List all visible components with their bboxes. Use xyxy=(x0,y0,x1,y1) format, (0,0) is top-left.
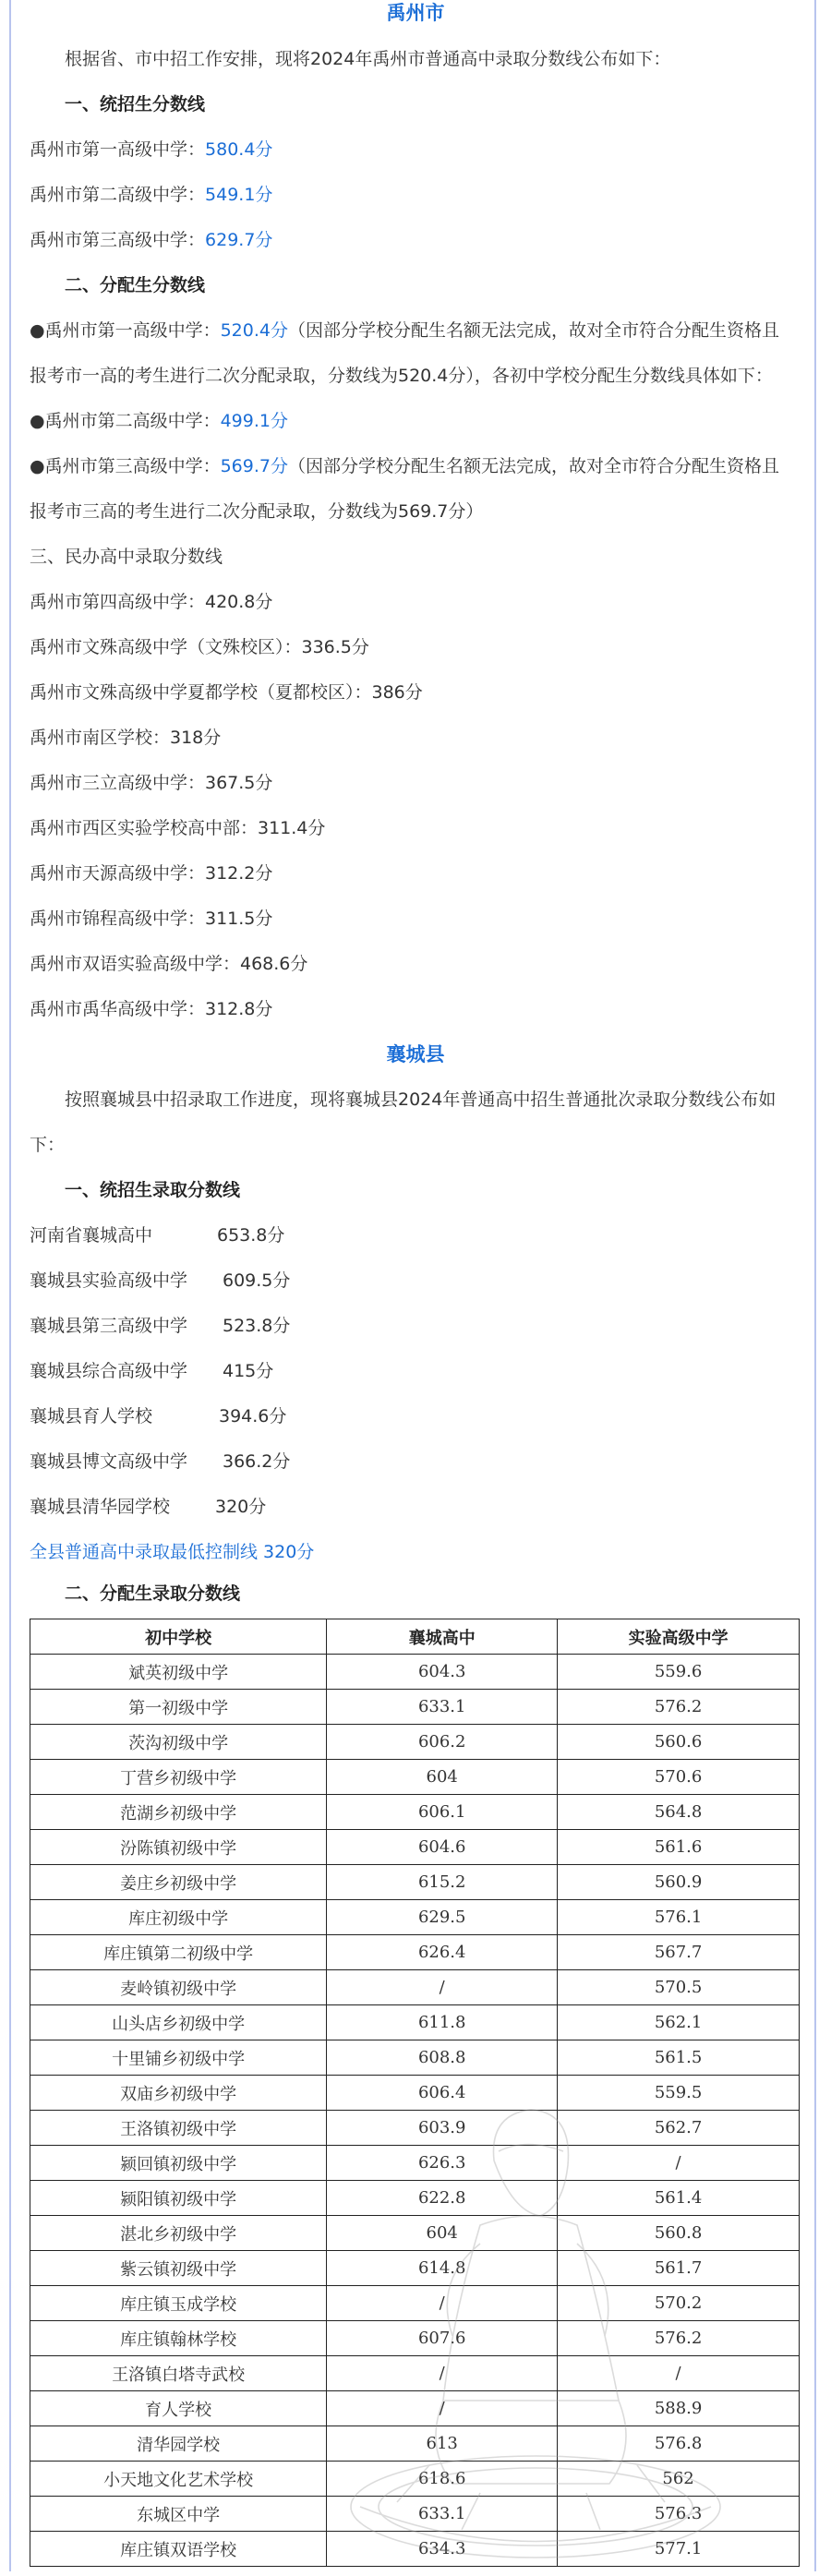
cell-experimental-high: 561.6 xyxy=(558,1830,800,1865)
cell-school: 双庙乡初级中学 xyxy=(30,2076,327,2111)
cell-school: 丁营乡初级中学 xyxy=(30,1760,327,1795)
school-name: ●禹州市第一高级中学： xyxy=(30,320,221,341)
heading-unified-yuzhou: 一、统招生分数线 xyxy=(65,94,206,114)
score: 580.4分 xyxy=(205,139,273,160)
private-row: 禹州市西区实验学校高中部：311.4分 xyxy=(30,818,326,838)
cell-school: 汾陈镇初级中学 xyxy=(30,1830,327,1865)
score: 499.1分 xyxy=(220,411,288,431)
cell-school: 紫云镇初级中学 xyxy=(30,2251,327,2286)
cell-school: 育人学校 xyxy=(30,2391,327,2426)
score: 653.8分 xyxy=(217,1225,285,1246)
cell-experimental-high: 560.9 xyxy=(558,1865,800,1900)
score: 366.2分 xyxy=(223,1451,291,1472)
cell-school: 小天地文化艺术学校 xyxy=(30,2462,327,2497)
cell-xiangcheng-high: 618.6 xyxy=(327,2462,558,2497)
cell-experimental-high: 567.7 xyxy=(558,1935,800,1970)
unified-row xyxy=(30,136,272,163)
cell-school: 库庄镇第二初级中学 xyxy=(30,1935,327,1970)
school-name: ●禹州市第二高级中学： xyxy=(30,411,221,431)
cell-experimental-high: / xyxy=(558,2356,800,2391)
score: 549.1分 xyxy=(205,185,273,205)
table-row xyxy=(30,1795,800,1830)
cell-xiangcheng-high: 607.6 xyxy=(327,2321,558,2356)
cell-xiangcheng-high: 634.3 xyxy=(327,2532,558,2567)
intro-yuzhou: 根据省、市中招工作安排，现将2024年禹州市普通高中录取分数线公布如下： xyxy=(65,49,671,69)
cell-school: 清华园学校 xyxy=(30,2426,327,2462)
table-row xyxy=(30,1725,800,1760)
cell-xiangcheng-high: 615.2 xyxy=(327,1865,558,1900)
note: （因部分学校分配生名额无法完成，故对全市符合分配生资格且 xyxy=(288,320,780,341)
cell-experimental-high: 560.6 xyxy=(558,1725,800,1760)
school-name: ●禹州市第三高级中学： xyxy=(30,456,221,476)
alloc-row xyxy=(30,317,779,344)
table-row xyxy=(30,2426,800,2462)
heading-private-yuzhou: 三、民办高中录取分数线 xyxy=(30,547,223,567)
heading-unified-xiangcheng: 一、统招生录取分数线 xyxy=(65,1180,241,1200)
school-name: 襄城县博文高级中学 xyxy=(30,1451,188,1472)
cell-experimental-high: 576.2 xyxy=(558,1690,800,1725)
unified-row xyxy=(30,1357,273,1385)
private-row: 禹州市禹华高级中学：312.8分 xyxy=(30,999,273,1019)
school-name: 襄城县第三高级中学 xyxy=(30,1316,188,1336)
cell-school: 库庄镇玉成学校 xyxy=(30,2286,327,2321)
table-row xyxy=(30,2251,800,2286)
private-row: 禹州市三立高级中学：367.5分 xyxy=(30,773,273,793)
table-row xyxy=(30,2497,800,2532)
cell-experimental-high: 559.6 xyxy=(558,1655,800,1690)
cell-xiangcheng-high: / xyxy=(327,2286,558,2321)
cell-experimental-high: 562 xyxy=(558,2462,800,2497)
unified-row xyxy=(30,1448,290,1475)
score: 415分 xyxy=(223,1361,274,1381)
table-row xyxy=(30,1655,800,1690)
cell-xiangcheng-high: 633.1 xyxy=(327,1690,558,1725)
cell-school: 库庄初级中学 xyxy=(30,1900,327,1935)
cell-experimental-high: 576.1 xyxy=(558,1900,800,1935)
cell-experimental-high: 576.8 xyxy=(558,2426,800,2462)
heading-alloc-xiangcheng: 二、分配生录取分数线 xyxy=(65,1583,241,1604)
table-row xyxy=(30,2040,800,2076)
unified-row xyxy=(30,226,272,254)
table-row xyxy=(30,2111,800,2146)
unified-row xyxy=(30,1493,266,1521)
cell-experimental-high: 570.5 xyxy=(558,1970,800,2005)
table-row xyxy=(30,2462,800,2497)
cell-experimental-high: 560.8 xyxy=(558,2216,800,2251)
cell-experimental-high: 570.2 xyxy=(558,2286,800,2321)
cell-school: 库庄镇双语学校 xyxy=(30,2532,327,2567)
table-row xyxy=(30,2391,800,2426)
cell-xiangcheng-high: 629.5 xyxy=(327,1900,558,1935)
cell-school: 山头店乡初级中学 xyxy=(30,2005,327,2040)
private-row: 禹州市天源高级中学：312.2分 xyxy=(30,863,273,884)
unified-row xyxy=(30,1267,290,1294)
table-row xyxy=(30,2216,800,2251)
private-row: 禹州市文殊高级中学（文殊校区）：336.5分 xyxy=(30,637,369,657)
private-row: 禹州市第四高级中学：420.8分 xyxy=(30,592,273,612)
alloc-table xyxy=(30,1619,800,2567)
alloc-row xyxy=(30,407,288,435)
table-row xyxy=(30,1935,800,1970)
private-row: 禹州市双语实验高级中学：468.6分 xyxy=(30,954,308,974)
table-row xyxy=(30,1865,800,1900)
private-row: 禹州市锦程高级中学：311.5分 xyxy=(30,909,273,929)
cell-xiangcheng-high: 611.8 xyxy=(327,2005,558,2040)
table-row xyxy=(30,1970,800,2005)
cell-xiangcheng-high: 622.8 xyxy=(327,2181,558,2216)
score: 609.5分 xyxy=(223,1270,291,1291)
cell-school: 颍回镇初级中学 xyxy=(30,2146,327,2181)
cell-school: 王洛镇白塔寺武校 xyxy=(30,2356,327,2391)
cell-experimental-high: 570.6 xyxy=(558,1760,800,1795)
school-name: 襄城县实验高级中学 xyxy=(30,1270,188,1291)
cell-xiangcheng-high: / xyxy=(327,1970,558,2005)
alloc-note-line: 报考市三高的考生进行二次分配录取，分数线为569.7分） xyxy=(30,501,484,522)
heading-alloc-yuzhou: 二、分配生分数线 xyxy=(65,275,206,295)
cell-experimental-high: 576.3 xyxy=(558,2497,800,2532)
cell-experimental-high: 562.7 xyxy=(558,2111,800,2146)
table-row xyxy=(30,2286,800,2321)
table-row xyxy=(30,2076,800,2111)
cell-experimental-high: 588.9 xyxy=(558,2391,800,2426)
cell-school: 茨沟初级中学 xyxy=(30,1725,327,1760)
cell-xiangcheng-high: 604.6 xyxy=(327,1830,558,1865)
cell-xiangcheng-high: 613 xyxy=(327,2426,558,2462)
cell-xiangcheng-high: 604.3 xyxy=(327,1655,558,1690)
cell-xiangcheng-high: 604 xyxy=(327,1760,558,1795)
table-row xyxy=(30,2321,800,2356)
table-row xyxy=(30,1830,800,1865)
score: 569.7分 xyxy=(220,456,288,476)
school-name: 禹州市第二高级中学： xyxy=(30,185,206,205)
cell-xiangcheng-high: 608.8 xyxy=(327,2040,558,2076)
intro-xiangcheng-line1: 按照襄城县中招录取工作进度，现将襄城县2024年普通高中招生普通批次录取分数线公布如 xyxy=(65,1089,777,1110)
table-row xyxy=(30,1900,800,1935)
cell-experimental-high: 559.5 xyxy=(558,2076,800,2111)
alloc-note-line: 报考市一高的考生进行二次分配录取，分数线为520.4分），各初中学校分配生分数线具体如下： xyxy=(30,366,773,386)
table-row xyxy=(30,1690,800,1725)
score: 320分 xyxy=(215,1497,267,1517)
cell-xiangcheng-high: 614.8 xyxy=(327,2251,558,2286)
cell-school: 湛北乡初级中学 xyxy=(30,2216,327,2251)
cell-xiangcheng-high: 626.3 xyxy=(327,2146,558,2181)
alloc-row xyxy=(30,452,779,480)
school-name: 襄城县清华园学校 xyxy=(30,1497,171,1517)
cell-school: 库庄镇翰林学校 xyxy=(30,2321,327,2356)
cell-xiangcheng-high: 606.4 xyxy=(327,2076,558,2111)
column-header: 实验高级中学 xyxy=(558,1619,800,1655)
cell-xiangcheng-high: / xyxy=(327,2391,558,2426)
cell-school: 十里铺乡初级中学 xyxy=(30,2040,327,2076)
note: （因部分学校分配生名额无法完成，故对全市符合分配生资格且 xyxy=(288,456,780,476)
cell-school: 斌英初级中学 xyxy=(30,1655,327,1690)
cell-school: 东城区中学 xyxy=(30,2497,327,2532)
unified-row xyxy=(30,1222,284,1249)
column-header: 襄城高中 xyxy=(327,1619,558,1655)
cell-xiangcheng-high: 606.1 xyxy=(327,1795,558,1830)
section-title-xiangcheng: 襄城县 xyxy=(386,1043,445,1065)
cell-xiangcheng-high: 626.4 xyxy=(327,1935,558,1970)
table-row xyxy=(30,1760,800,1795)
school-name: 襄城县育人学校 xyxy=(30,1406,153,1426)
table-row xyxy=(30,2005,800,2040)
private-row: 禹州市南区学校：318分 xyxy=(30,728,222,748)
cell-experimental-high: 561.7 xyxy=(558,2251,800,2286)
cell-experimental-high: 577.1 xyxy=(558,2532,800,2567)
cell-experimental-high: 561.4 xyxy=(558,2181,800,2216)
cell-experimental-high: 576.2 xyxy=(558,2321,800,2356)
table-row xyxy=(30,2356,800,2391)
cell-xiangcheng-high: 603.9 xyxy=(327,2111,558,2146)
cell-school: 范湖乡初级中学 xyxy=(30,1795,327,1830)
cell-xiangcheng-high: 606.2 xyxy=(327,1725,558,1760)
table-row xyxy=(30,2532,800,2567)
cell-school: 姜庄乡初级中学 xyxy=(30,1865,327,1900)
cell-school: 麦岭镇初级中学 xyxy=(30,1970,327,2005)
cell-school: 第一初级中学 xyxy=(30,1690,327,1725)
score: 523.8分 xyxy=(223,1316,291,1336)
control-line-link[interactable]: 全县普通高中录取最低控制线 320分 xyxy=(30,1542,315,1562)
cell-experimental-high: 561.5 xyxy=(558,2040,800,2076)
table-row xyxy=(30,2146,800,2181)
school-name: 襄城县综合高级中学 xyxy=(30,1361,188,1381)
table-header-row xyxy=(30,1619,800,1655)
table-row xyxy=(30,2181,800,2216)
private-row: 禹州市文殊高级中学夏都学校（夏都校区）：386分 xyxy=(30,682,423,703)
school-name: 禹州市第一高级中学： xyxy=(30,139,206,160)
school-name: 禹州市第三高级中学： xyxy=(30,230,206,250)
score: 629.7分 xyxy=(205,230,273,250)
cell-experimental-high: 564.8 xyxy=(558,1795,800,1830)
score: 394.6分 xyxy=(219,1406,287,1426)
cell-school: 王洛镇初级中学 xyxy=(30,2111,327,2146)
cell-xiangcheng-high: 604 xyxy=(327,2216,558,2251)
cell-xiangcheng-high: / xyxy=(327,2356,558,2391)
cell-experimental-high: / xyxy=(558,2146,800,2181)
cell-school: 颍阳镇初级中学 xyxy=(30,2181,327,2216)
intro-xiangcheng-line2: 下： xyxy=(30,1135,66,1155)
section-title-yuzhou: 禹州市 xyxy=(386,2,445,24)
score: 520.4分 xyxy=(220,320,288,341)
school-name: 河南省襄城高中 xyxy=(30,1225,153,1246)
unified-row xyxy=(30,1402,286,1430)
cell-xiangcheng-high: 633.1 xyxy=(327,2497,558,2532)
table-body xyxy=(30,1655,800,2567)
unified-row xyxy=(30,181,272,209)
cell-experimental-high: 562.1 xyxy=(558,2005,800,2040)
column-header: 初中学校 xyxy=(30,1619,327,1655)
unified-row xyxy=(30,1312,290,1340)
